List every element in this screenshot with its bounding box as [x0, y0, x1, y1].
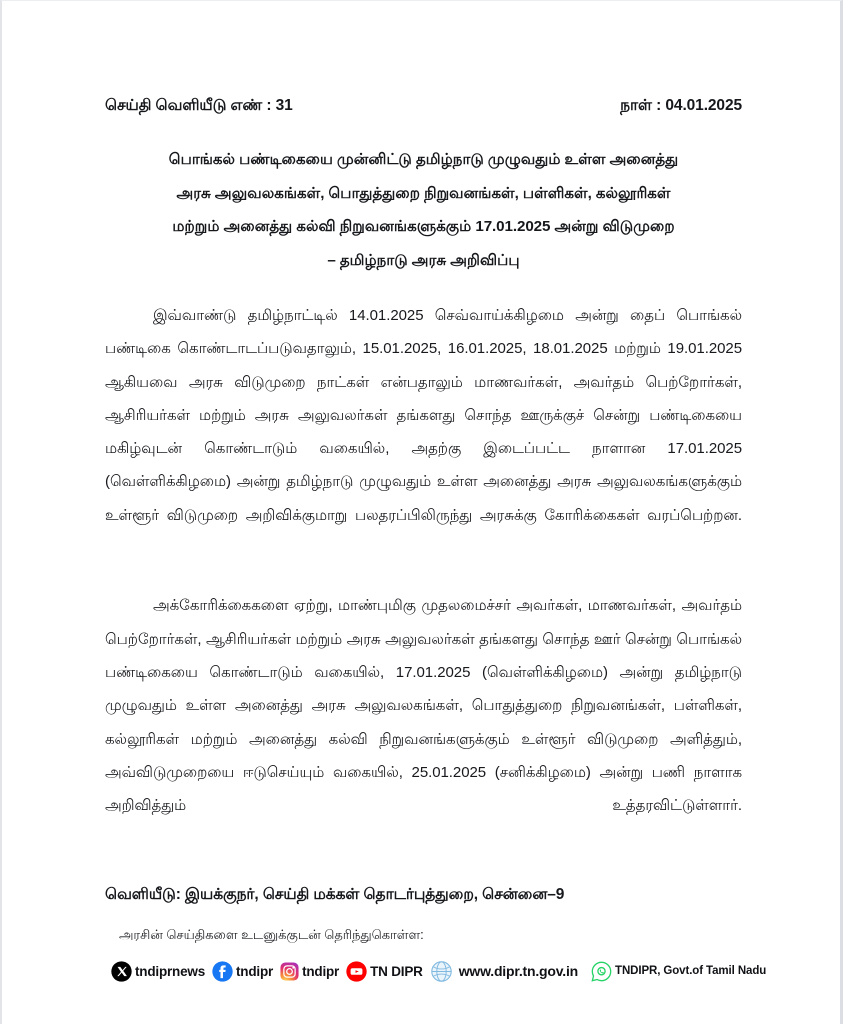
social-handle-whatsapp: TNDIPR, Govt.of Tamil Nadu — [615, 965, 767, 978]
title-line-3: மற்றும் அனைத்து கல்வி நிறுவனங்களுக்கும் 17.01.2025 அன்று விடுமுறை — [172, 218, 675, 235]
document-header — [105, 1, 742, 116]
instagram-icon — [280, 962, 299, 981]
page-title — [105, 143, 742, 277]
social-link-instagram[interactable] — [280, 962, 339, 981]
social-handle-facebook: tndipr — [236, 963, 274, 979]
social-link-x[interactable] — [111, 961, 205, 982]
youtube-icon — [346, 961, 367, 982]
issuer-line: வெளியீடு: இயக்குநர், செய்தி மக்கள் தொடர்புத்துறை, சென்னை–9 — [105, 885, 565, 903]
social-link-youtube[interactable] — [346, 961, 423, 982]
social-handle-website: www.dipr.tn.gov.in — [458, 963, 579, 980]
footer-note: அரசின் செய்திகளை உடனுக்குடன் தெரிந்துகொள்ள: — [119, 926, 424, 942]
facebook-icon — [212, 961, 233, 982]
title-line-2: அரசு அலுவலகங்கள், பொதுத்துறை நிறுவனங்கள், பள்ளிகள், கல்லூரிகள் — [176, 184, 671, 202]
whatsapp-icon — [591, 961, 612, 982]
x-twitter-icon — [111, 961, 132, 982]
globe-icon — [430, 960, 453, 983]
social-handle-youtube: TN DIPR — [370, 963, 423, 979]
social-handle-instagram: tndipr — [302, 963, 340, 979]
social-media-bar — [111, 960, 767, 983]
social-link-facebook[interactable] — [212, 961, 273, 982]
release-number: செய்தி வெளியீடு எண் : 31 — [105, 97, 293, 114]
social-handle-x: tndiprnews — [135, 963, 206, 979]
title-line-4: – தமிழ்நாடு அரசு அறிவிப்பு — [327, 251, 520, 269]
title-line-1: பொங்கல் பண்டிகையை முன்னிட்டு தமிழ்நாடு முழுவதும் உள்ள அனைத்து — [168, 151, 679, 168]
release-date: நாள் : 04.01.2025 — [620, 97, 742, 114]
body-paragraph-2: அக்கோரிக்கைகளை ஏற்று, மாண்புமிகு முதலமைச்சர் அவர்கள், மாணவர்கள், அவர்தம் பெற்றோர்கள், ஆசிரியர்கள் மற்றும் அரசு அலுவலர்கள் தங்களது சொந்த ஊர் சென்று பொங்கல் பண்டிகையை கொண்டாடும் வகையில், 17.01.2025 (வெள்ளிக்கிழமை) அன்று தமிழ்நாடு முழுவதும் உள்ள அனைத்து அரசு அலுவலகங்கள், பொதுத்துறை நிறுவனங்கள், பள்ளிகள், கல்லூரிகள் மற்றும் அனைத்து கல்வி நிறுவனங்களுக்கும் உள்ளூர் விடுமுறை அளித்தும், அவ்விடுமுறையை ஈடுசெய்யும் வகையில், 25.01.2025 (சனிக்கிழமை) அன்று பணி நாளாக அறிவித்தும் உத்தரவிட்டுள்ளார். — [105, 597, 742, 815]
body-paragraph-1: இவ்வாண்டு தமிழ்நாட்டில் 14.01.2025 செவ்வாய்க்கிழமை அன்று தைப் பொங்கல் பண்டிகை கொண்டாடப்படுவதாலும், 15.01.2025, 16.01.2025, 18.01.2025 மற்றும் 19.01.2025 ஆகியவை அரசு விடுமுறை நாட்கள் என்பதாலும் மாணவர்கள், அவர்தம் பெற்றோர்கள், ஆசிரியர்கள் மற்றும் அரசு அலுவலர்கள் தங்களது சொந்த ஊருக்குச் சென்று பண்டிகையை மகிழ்வுடன் கொண்டாடும் வகையில், அதற்கு இடைப்பட்ட நாளான 17.01.2025 (வெள்ளிக்கிழமை) அன்று தமிழ்நாடு முழுவதும் உள்ள அனைத்து அரசு அலுவலகங்களுக்கும் உள்ளூர் விடுமுறை அறிவிக்குமாறு பலதரப்பிலிருந்து அரசுக்கு கோரிக்கைகள் வரப்பெற்றன. — [105, 307, 742, 524]
social-link-whatsapp[interactable] — [591, 961, 766, 982]
social-link-website[interactable] — [430, 960, 578, 983]
document-sheet — [105, 1, 767, 983]
